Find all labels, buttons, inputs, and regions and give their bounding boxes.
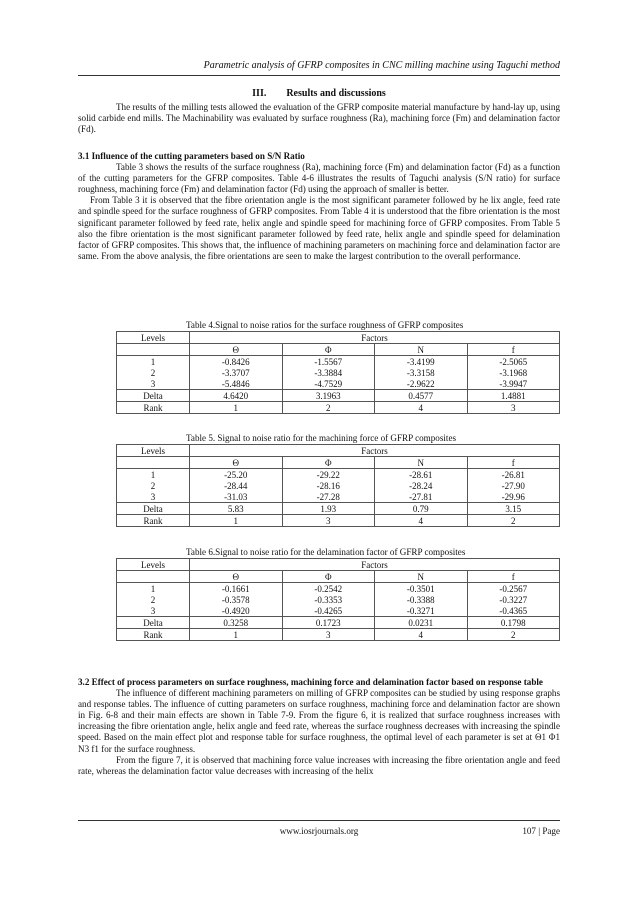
section-3-1-para2: From Table 3 it is observed that the fibre orientation angle is the most significant parameter followed by he lix angle, feed rate and spindle speed for the surface roughness of GFRP composites. From Table 4 it is understood that the fibre orientation is the most significant parameter followed by feed rate, helix angle and spindle speed for machining force of GFRP composites. From Table 5 also the fibre orientation is the most significant parameter followed by feed rate, helix angle and spindle speed for delamination factor of GFRP composites. This shows that, the influence of machining parameters on machining force and delamination factor are same. From the above analysis, the fibre orientations are seen to make the largest contribution to the overall performance.: [78, 195, 560, 261]
table5-delta: 3.15: [467, 503, 560, 515]
table5-cell: -28.61: [375, 469, 468, 481]
table6-cell: 3: [117, 605, 190, 617]
table5-rank: Rank: [117, 515, 190, 527]
table4-cell: -3.9947: [467, 378, 560, 390]
table6-col: Θ: [190, 571, 283, 583]
table5-col: Θ: [190, 457, 283, 469]
table6: [116, 558, 560, 641]
table6-cell: -0.4265: [282, 605, 375, 617]
table5-cell: -31.03: [190, 491, 283, 503]
table6-empty-cell: [117, 571, 190, 583]
table4-delta: 3.1963: [282, 390, 375, 402]
table4-cell: -3.1968: [467, 367, 560, 378]
table4-cell: -1.5567: [282, 356, 375, 368]
table6-cell: -0.3353: [282, 594, 375, 605]
footer-page-number: 107 | Page: [522, 826, 560, 836]
table6-levels-header: Levels: [117, 559, 190, 571]
table5-cell: 3: [117, 491, 190, 503]
section-title: III. Results and discussions: [252, 88, 386, 99]
table4-col: N: [375, 344, 468, 356]
section-3-2: [78, 677, 560, 777]
table4-col: f: [467, 344, 560, 356]
table4-cell: -3.3707: [190, 367, 283, 378]
section-3-1: [78, 151, 560, 262]
table6-cell: -0.1661: [190, 583, 283, 595]
footer-website: www.iosrjournals.org: [279, 826, 359, 836]
table4: [116, 331, 560, 414]
table6-delta: 0.0231: [375, 617, 468, 629]
section-3-2-para2: From the figure 7, it is observed that machining force value increases with increasing the fibre orientation angle and feed rate, whereas the delamination factor value decreases with increasing of the helix: [78, 754, 560, 776]
table5-cell: -29.96: [467, 491, 560, 503]
table5-delta: 0.79: [375, 503, 468, 515]
table5-cell: -28.44: [190, 480, 283, 491]
table4-cell: -0.8426: [190, 356, 283, 368]
table4-delta: Delta: [117, 390, 190, 402]
table6-rank: 2: [467, 629, 560, 641]
table5-rank: 3: [282, 515, 375, 527]
table4-cell: -3.4199: [375, 356, 468, 368]
table5-cell: -27.81: [375, 491, 468, 503]
table6-rank: 3: [282, 629, 375, 641]
table4-rank: Rank: [117, 402, 190, 414]
table6-caption: Table 6.Signal to noise ratio for the delamination factor of GFRP composites: [186, 547, 466, 557]
table4-cell: 3: [117, 378, 190, 390]
table6-col: Φ: [282, 571, 375, 583]
table5-col: N: [375, 457, 468, 469]
table4-rank: 1: [190, 402, 283, 414]
table6-cell: -0.2542: [282, 583, 375, 595]
table4-empty-cell: [117, 344, 190, 356]
table5-cell: -28.24: [375, 480, 468, 491]
table4-cell: -2.9622: [375, 378, 468, 390]
table5-delta: 5.83: [190, 503, 283, 515]
table4-cell: -3.3158: [375, 367, 468, 378]
table4-cell: -3.3884: [282, 367, 375, 378]
table6-delta: 0.1723: [282, 617, 375, 629]
table5-rank: 1: [190, 515, 283, 527]
table4-delta: 0.4577: [375, 390, 468, 402]
table4-rank: 3: [467, 402, 560, 414]
table5-factors-header: Factors: [190, 445, 560, 457]
table4-factors-header: Factors: [190, 332, 560, 344]
intro-block: [78, 102, 560, 135]
table4-levels-header: Levels: [117, 332, 190, 344]
table5-delta: Delta: [117, 503, 190, 515]
table4-col: Φ: [282, 344, 375, 356]
table6-cell: 2: [117, 594, 190, 605]
section-3-1-para1: Table 3 shows the results of the surface roughness (Ra), machining force (Fm) and delamination factor (Fd) as a function of the cutting parameters for the GFRP composites. Table 4-6 illustrates the results of Taguchi analysis (S/N ratio) for surface roughness, machining force (Fm) and delamination factor (Fd) using the approach of smaller is better.: [78, 162, 560, 195]
table4-rank: 2: [282, 402, 375, 414]
table6-cell: -0.4920: [190, 605, 283, 617]
table6-cell: -0.3388: [375, 594, 468, 605]
table6-col: N: [375, 571, 468, 583]
table6-rank: Rank: [117, 629, 190, 641]
table6-rank: 4: [375, 629, 468, 641]
table4-cell: -4.7529: [282, 378, 375, 390]
table5-cell: -27.28: [282, 491, 375, 503]
table5-cell: -27.90: [467, 480, 560, 491]
table6-cell: -0.3271: [375, 605, 468, 617]
table6-cell: -0.3227: [467, 594, 560, 605]
table6-delta: 0.3258: [190, 617, 283, 629]
table5-delta: 1.93: [282, 503, 375, 515]
table5-cell: 1: [117, 469, 190, 481]
table5-col: Φ: [282, 457, 375, 469]
table6-col: f: [467, 571, 560, 583]
intro-paragraph: The results of the milling tests allowed the evaluation of the GFRP composite material manufacture by hand-lay up, using solid carbide end mills. The Machinability was evaluated by surface roughness (Ra), machining force (Fm) and delamination factor (Fd).: [78, 102, 560, 135]
table4-cell: 2: [117, 367, 190, 378]
table6-rank: 1: [190, 629, 283, 641]
section-3-1-heading: 3.1 Influence of the cutting parameters based on S/N Ratio: [78, 151, 305, 161]
table5-cell: -25.20: [190, 469, 283, 481]
table5-rank: 2: [467, 515, 560, 527]
table5-cell: -29.22: [282, 469, 375, 481]
table5-caption: Table 5. Signal to noise ratio for the machining force of GFRP composites: [186, 433, 457, 443]
section-3-2-heading: 3.2 Effect of process parameters on surface roughness, machining force and delamination factor based on response table: [78, 677, 543, 687]
table6-cell: -0.4365: [467, 605, 560, 617]
table6-cell: -0.2567: [467, 583, 560, 595]
footer-rule: [78, 820, 560, 821]
table5-col: f: [467, 457, 560, 469]
table5-cell: 2: [117, 480, 190, 491]
table4-cell: -5.4846: [190, 378, 283, 390]
section-3-2-para1: The influence of different machining parameters on milling of GFRP composites can be studied by using response graphs and response tables. The influence of cutting parameters on surface roughness, machining force and delamination factor are shown in Fig. 6-8 and their main effects are shown in Table 7-9. From the figure 6, it is realized that surface roughness increases with increasing the fibre orientation angle, helix angle and feed rate, whereas the surface roughness decreases with increasing the spindle speed. Based on the main effect plot and response table for surface roughness, the optimal level of each parameter is set at Θ1 Φ1 N3 f1 for the surface roughness.: [78, 688, 560, 754]
table4-caption: Table 4.Signal to noise ratios for the surface roughness of GFRP composites: [186, 320, 464, 330]
table5: [116, 444, 560, 527]
table4-col: Θ: [190, 344, 283, 356]
table6-factors-header: Factors: [190, 559, 560, 571]
table6-delta: Delta: [117, 617, 190, 629]
header-rule: [78, 75, 560, 76]
running-head: Parametric analysis of GFRP composites in CNC milling machine using Taguchi method: [203, 60, 560, 71]
table6-cell: 1: [117, 583, 190, 595]
table6-block: [78, 546, 560, 641]
table5-levels-header: Levels: [117, 445, 190, 457]
table6-cell: -0.3501: [375, 583, 468, 595]
table5-block: [78, 432, 560, 527]
table6-cell: -0.3578: [190, 594, 283, 605]
table6-delta: 0.1798: [467, 617, 560, 629]
table5-rank: 4: [375, 515, 468, 527]
table4-delta: 4.6420: [190, 390, 283, 402]
table4-block: [78, 319, 560, 414]
table4-rank: 4: [375, 402, 468, 414]
table4-cell: -2.5065: [467, 356, 560, 368]
table5-cell: -28.16: [282, 480, 375, 491]
table5-empty-cell: [117, 457, 190, 469]
table5-cell: -26.81: [467, 469, 560, 481]
table4-delta: 1.4881: [467, 390, 560, 402]
table4-cell: 1: [117, 356, 190, 368]
